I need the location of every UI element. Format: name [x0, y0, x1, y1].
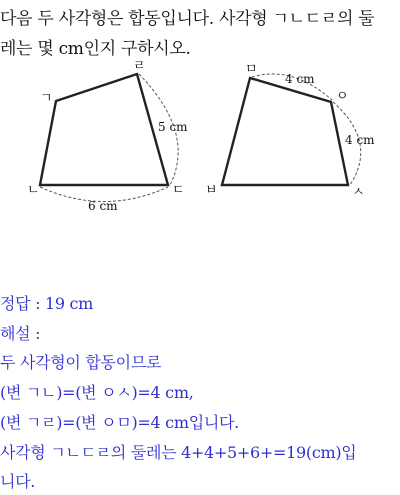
vertex-label-mieum: ㅁ: [245, 62, 258, 77]
vertex-label-ieung: ㅇ: [336, 89, 349, 104]
explanation-heading: 해설 :: [0, 324, 41, 343]
side-label-bottom: 6 cm: [88, 199, 118, 213]
quad-giyeok-nieun-digeut-rieul: [40, 74, 168, 185]
question-line-1: 다음 두 사각형은 합동입니다. 사각형 ㄱㄴㄷㄹ의 둘: [0, 9, 375, 29]
explanation-line-4: 사각형 ㄱㄴㄷㄹ의 둘레는 4+4+5+6+=19(cm)입: [0, 443, 357, 462]
side-label-top: 4 cm: [285, 72, 315, 86]
quad-mieum-bieup-siot-ieung: [222, 78, 348, 185]
vertex-label-digeut: ㄷ: [172, 183, 185, 198]
vertex-label-nieun: ㄴ: [27, 183, 40, 198]
vertex-label-rieul: ㄹ: [133, 59, 146, 74]
explanation-line-2: (변 ㄱㄴ)=(변 ㅇㅅ)=4 cm,: [0, 383, 194, 402]
explanation-line-3: (변 ㄱㄹ)=(변 ㅇㅁ)=4 cm입니다.: [0, 413, 239, 432]
vertex-label-siot: ㅅ: [352, 185, 365, 200]
explanation-line-1: 두 사각형이 합동이므로: [0, 353, 162, 372]
side-label-right-2: 4 cm: [345, 133, 375, 147]
explanation-line-5: 니다.: [0, 472, 36, 491]
vertex-label-bieup: ㅂ: [205, 183, 218, 198]
vertex-label-giyeok: ㄱ: [40, 91, 53, 106]
side-label-right: 5 cm: [158, 120, 188, 134]
answer-result: 정답 : 19 cm: [0, 294, 94, 313]
question-line-2: 레는 몇 cm인지 구하시오.: [0, 39, 191, 59]
quadrilateral-figure: [0, 58, 400, 218]
